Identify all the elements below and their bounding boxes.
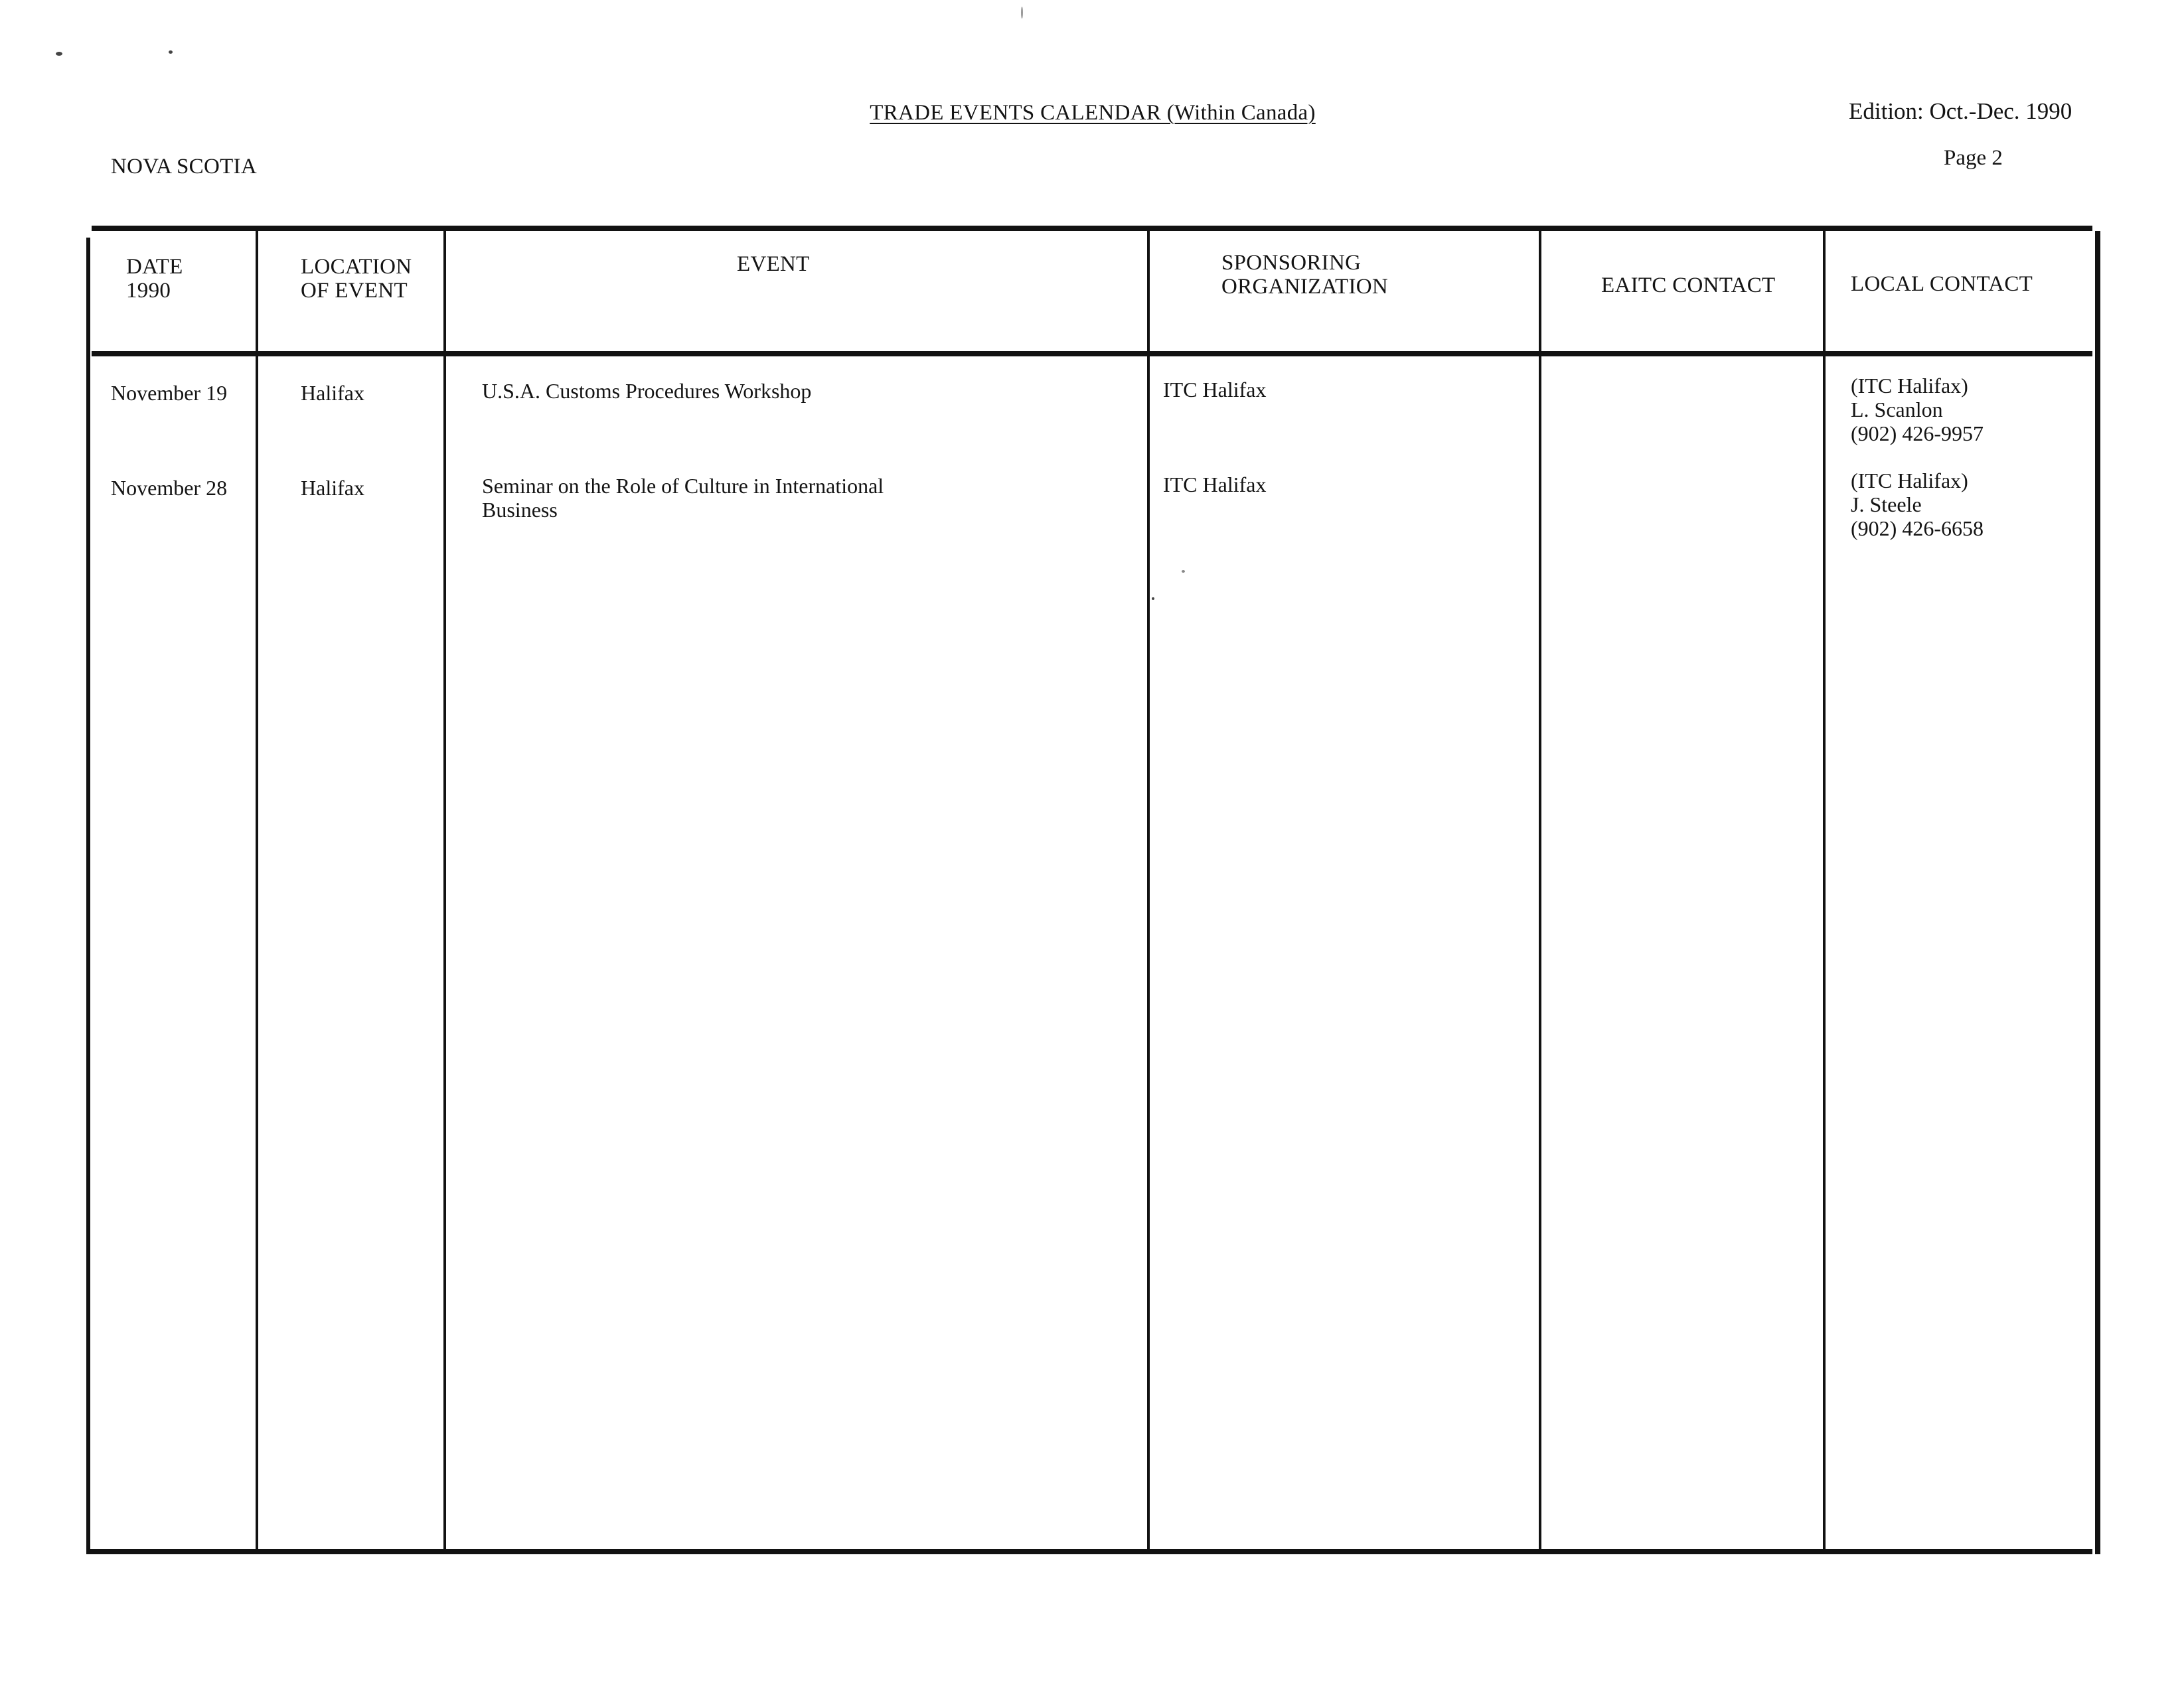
header-bottom-border: [92, 351, 2092, 356]
row-local-contact: (ITC Halifax) L. Scanlon (902) 426-9957: [1851, 374, 1984, 445]
row-event: U.S.A. Customs Procedures Workshop: [482, 379, 812, 403]
region-label: NOVA SCOTIA: [111, 155, 257, 179]
col-header-sponsor: SPONSORING ORGANIZATION: [1221, 251, 1389, 299]
row-date: November 19: [111, 381, 228, 405]
col-border-1: [256, 231, 258, 1552]
col-header-event: EVENT: [737, 252, 810, 276]
col-header-local-contact: LOCAL CONTACT: [1851, 272, 2033, 296]
scan-speck: [1182, 570, 1185, 573]
col-border-2: [443, 231, 446, 1552]
page-number: Page 2: [1944, 146, 2003, 170]
row-local-contact: (ITC Halifax) J. Steele (902) 426-6658: [1851, 469, 1984, 540]
col-border-5: [1823, 231, 1826, 1552]
row-sponsor: ITC Halifax: [1163, 473, 1267, 496]
scan-speck: [56, 52, 62, 56]
scan-speck: [1021, 7, 1023, 19]
row-location: Halifax: [301, 476, 364, 500]
table-top-border: [92, 226, 2092, 231]
row-date: November 28: [111, 476, 228, 500]
row-sponsor: ITC Halifax: [1163, 378, 1267, 402]
col-border-right: [2095, 231, 2100, 1554]
page-title: TRADE EVENTS CALENDAR (Within Canada): [870, 101, 1316, 125]
col-border-left: [86, 238, 90, 1554]
scan-speck: [1152, 597, 1154, 600]
table-bottom-border: [86, 1549, 2092, 1554]
col-header-eaitc-contact: EAITC CONTACT: [1601, 273, 1776, 297]
scan-speck: [169, 50, 173, 54]
row-location: Halifax: [301, 381, 364, 405]
row-event: Seminar on the Role of Culture in International Business: [482, 474, 884, 522]
col-border-3: [1147, 231, 1150, 1552]
col-header-date: DATE 1990: [126, 255, 183, 303]
edition-label: Edition: Oct.-Dec. 1990: [1849, 98, 2072, 124]
col-border-4: [1539, 231, 1541, 1552]
col-header-location: LOCATION OF EVENT: [301, 255, 412, 303]
